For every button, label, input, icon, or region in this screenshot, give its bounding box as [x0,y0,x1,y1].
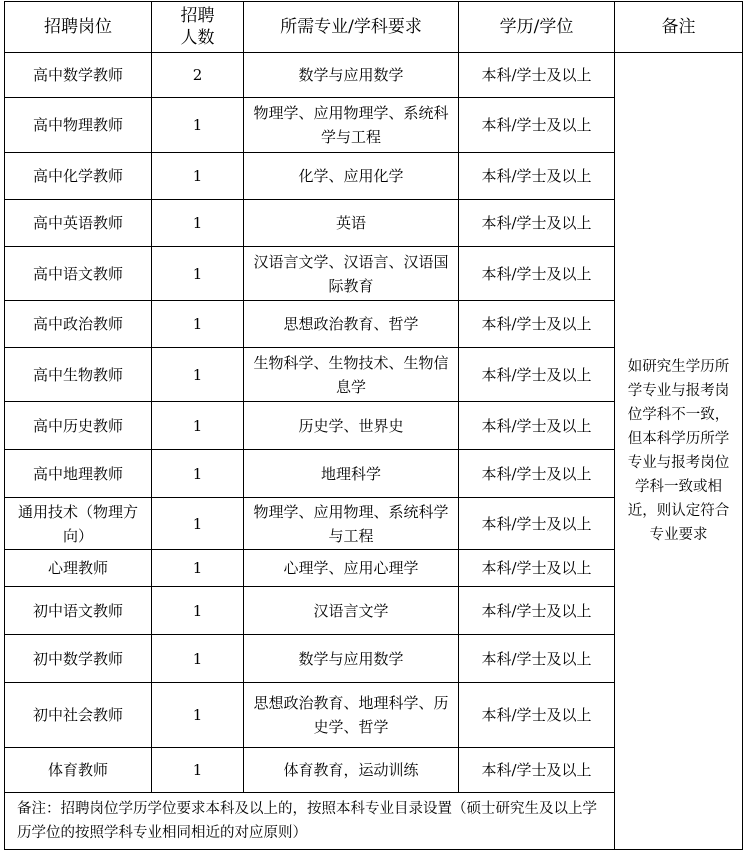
degree-cell: 本科/学士及以上 [459,498,615,550]
count-cell: 1 [152,301,244,348]
position-cell: 高中化学教师 [5,153,152,200]
header-position: 招聘岗位 [5,2,152,53]
degree-cell: 本科/学士及以上 [459,683,615,748]
position-cell: 体育教师 [5,748,152,793]
major-cell: 英语 [244,200,459,247]
count-cell: 1 [152,748,244,793]
recruitment-table [4,1,743,850]
count-cell: 1 [152,498,244,550]
table-row [5,53,743,98]
count-cell: 1 [152,153,244,200]
position-cell: 高中地理教师 [5,450,152,498]
major-cell: 物理学、应用物理学、系统科学与工程 [244,98,459,153]
count-cell: 1 [152,550,244,587]
degree-cell: 本科/学士及以上 [459,635,615,683]
position-cell: 高中语文教师 [5,247,152,301]
degree-cell: 本科/学士及以上 [459,748,615,793]
major-cell: 思想政治教育、地理科学、历史学、哲学 [244,683,459,748]
degree-cell: 本科/学士及以上 [459,247,615,301]
major-cell: 汉语言文学、汉语言、汉语国际教育 [244,247,459,301]
header-row [5,2,743,53]
header-degree: 学历/学位 [459,2,615,53]
count-cell: 1 [152,98,244,153]
major-cell: 地理科学 [244,450,459,498]
header-count: 招聘 人数 [152,2,244,53]
position-cell: 高中生物教师 [5,348,152,402]
major-cell: 生物科学、生物技术、生物信息学 [244,348,459,402]
position-cell: 心理教师 [5,550,152,587]
position-cell: 初中社会教师 [5,683,152,748]
count-cell: 2 [152,53,244,98]
major-cell: 体育教育，运动训练 [244,748,459,793]
count-cell: 1 [152,450,244,498]
degree-cell: 本科/学士及以上 [459,348,615,402]
count-cell: 1 [152,683,244,748]
degree-cell: 本科/学士及以上 [459,53,615,98]
position-cell: 高中历史教师 [5,402,152,450]
position-cell: 高中政治教师 [5,301,152,348]
major-cell: 数学与应用数学 [244,635,459,683]
position-cell: 高中物理教师 [5,98,152,153]
major-cell: 思想政治教育、哲学 [244,301,459,348]
remark-cell: 如研究生学历所学专业与报考岗位学科不一致，但本科学历所学专业与报考岗位学科一致或相近，则认定符合专业要求 [615,53,743,850]
degree-cell: 本科/学士及以上 [459,200,615,247]
degree-cell: 本科/学士及以上 [459,153,615,200]
header-major: 所需专业/学科要求 [244,2,459,53]
position-cell: 初中语文教师 [5,587,152,635]
degree-cell: 本科/学士及以上 [459,402,615,450]
position-cell: 通用技术（物理方向） [5,498,152,550]
degree-cell: 本科/学士及以上 [459,587,615,635]
degree-cell: 本科/学士及以上 [459,98,615,153]
major-cell: 汉语言文学 [244,587,459,635]
major-cell: 化学、应用化学 [244,153,459,200]
count-cell: 1 [152,247,244,301]
count-cell: 1 [152,200,244,247]
position-cell: 高中数学教师 [5,53,152,98]
major-cell: 心理学、应用心理学 [244,550,459,587]
major-cell: 物理学、应用物理、系统科学与工程 [244,498,459,550]
count-cell: 1 [152,587,244,635]
major-cell: 数学与应用数学 [244,53,459,98]
major-cell: 历史学、世界史 [244,402,459,450]
degree-cell: 本科/学士及以上 [459,301,615,348]
position-cell: 初中数学教师 [5,635,152,683]
header-remark: 备注 [615,2,743,53]
degree-cell: 本科/学士及以上 [459,550,615,587]
count-cell: 1 [152,402,244,450]
count-cell: 1 [152,348,244,402]
degree-cell: 本科/学士及以上 [459,450,615,498]
count-cell: 1 [152,635,244,683]
footnote: 备注：招聘岗位学历学位要求本科及以上的，按照本科专业目录设置（硕士研究生及以上学历学位的按照学科专业相同相近的对应原则） [5,793,615,850]
position-cell: 高中英语教师 [5,200,152,247]
